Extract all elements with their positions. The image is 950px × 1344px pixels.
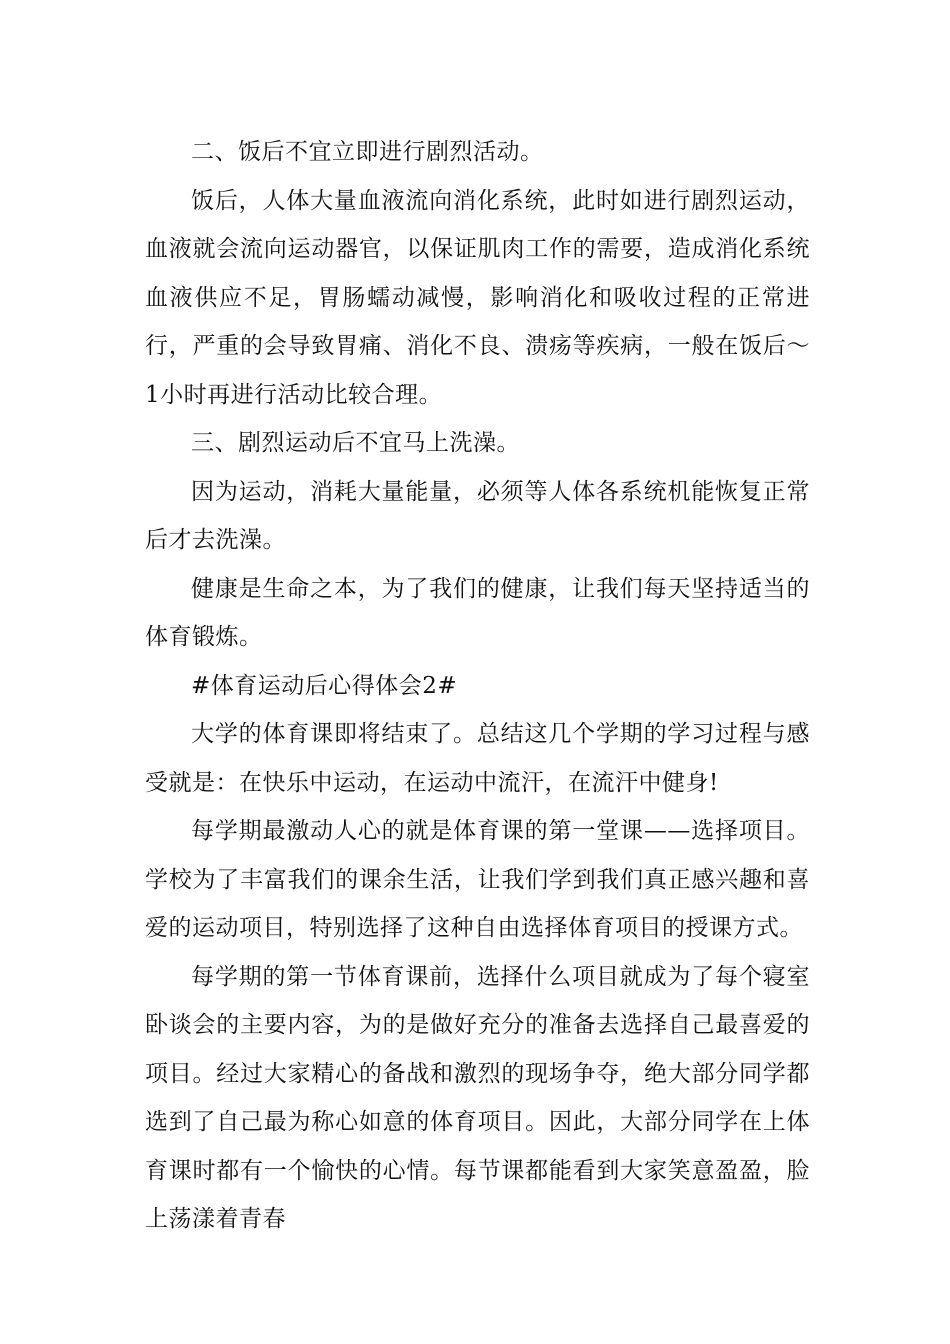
paragraph: 饭后，人体大量血液流向消化系统，此时如进行剧烈运动，血液就会流向运动器官，以保证肌肉工作的需要，造成消化系统血液供应不足，胃肠蠕动减慢，影响消化和吸收过程的正常进行，严重的会导致胃痛、消化不良、溃疡等疾病，一般在饭后～1小时再进行活动比较合理。 [145,187,810,408]
paragraph: 大学的体育课即将结束了。总结这几个学期的学习过程与感受就是：在快乐中运动，在运动中流汗，在流汗中健身! [145,721,810,796]
document-body [145,128,810,1244]
paragraph: 因为运动，消耗大量能量，必须等人体各系统机能恢复正常后才去洗澡。 [145,478,810,553]
section-heading-3: 三、剧烈运动后不宜马上洗澡。 [191,430,520,456]
article-title: #体育运动后心得体会2# [191,672,458,699]
paragraph: 每学期的第一节体育课前，选择什么项目就成为了每个寝室卧谈会的主要内容，为的是做好充分的准备去选择自己最喜爱的项目。经过大家精心的备战和激烈的现场争夺，绝大部分同学都选到了自己最为称心如意的体育项目。因此，大部分同学在上体育课时都有一个愉快的心情。每节课都能看到大家笑意盈盈，脸上荡漾着青春 [145,963,810,1232]
section-heading-2: 二、饭后不宜立即进行剧烈活动。 [191,139,544,165]
paragraph: 健康是生命之本，为了我们的健康，让我们每天坚持适当的体育锻炼。 [145,575,810,650]
paragraph: 每学期最激动人心的就是体育课的第一堂课——选择项目。学校为了丰富我们的课余生活，让我们学到我们真正感兴趣和喜爱的运动项目，特别选择了这种自由选择体育项目的授课方式。 [145,818,810,941]
